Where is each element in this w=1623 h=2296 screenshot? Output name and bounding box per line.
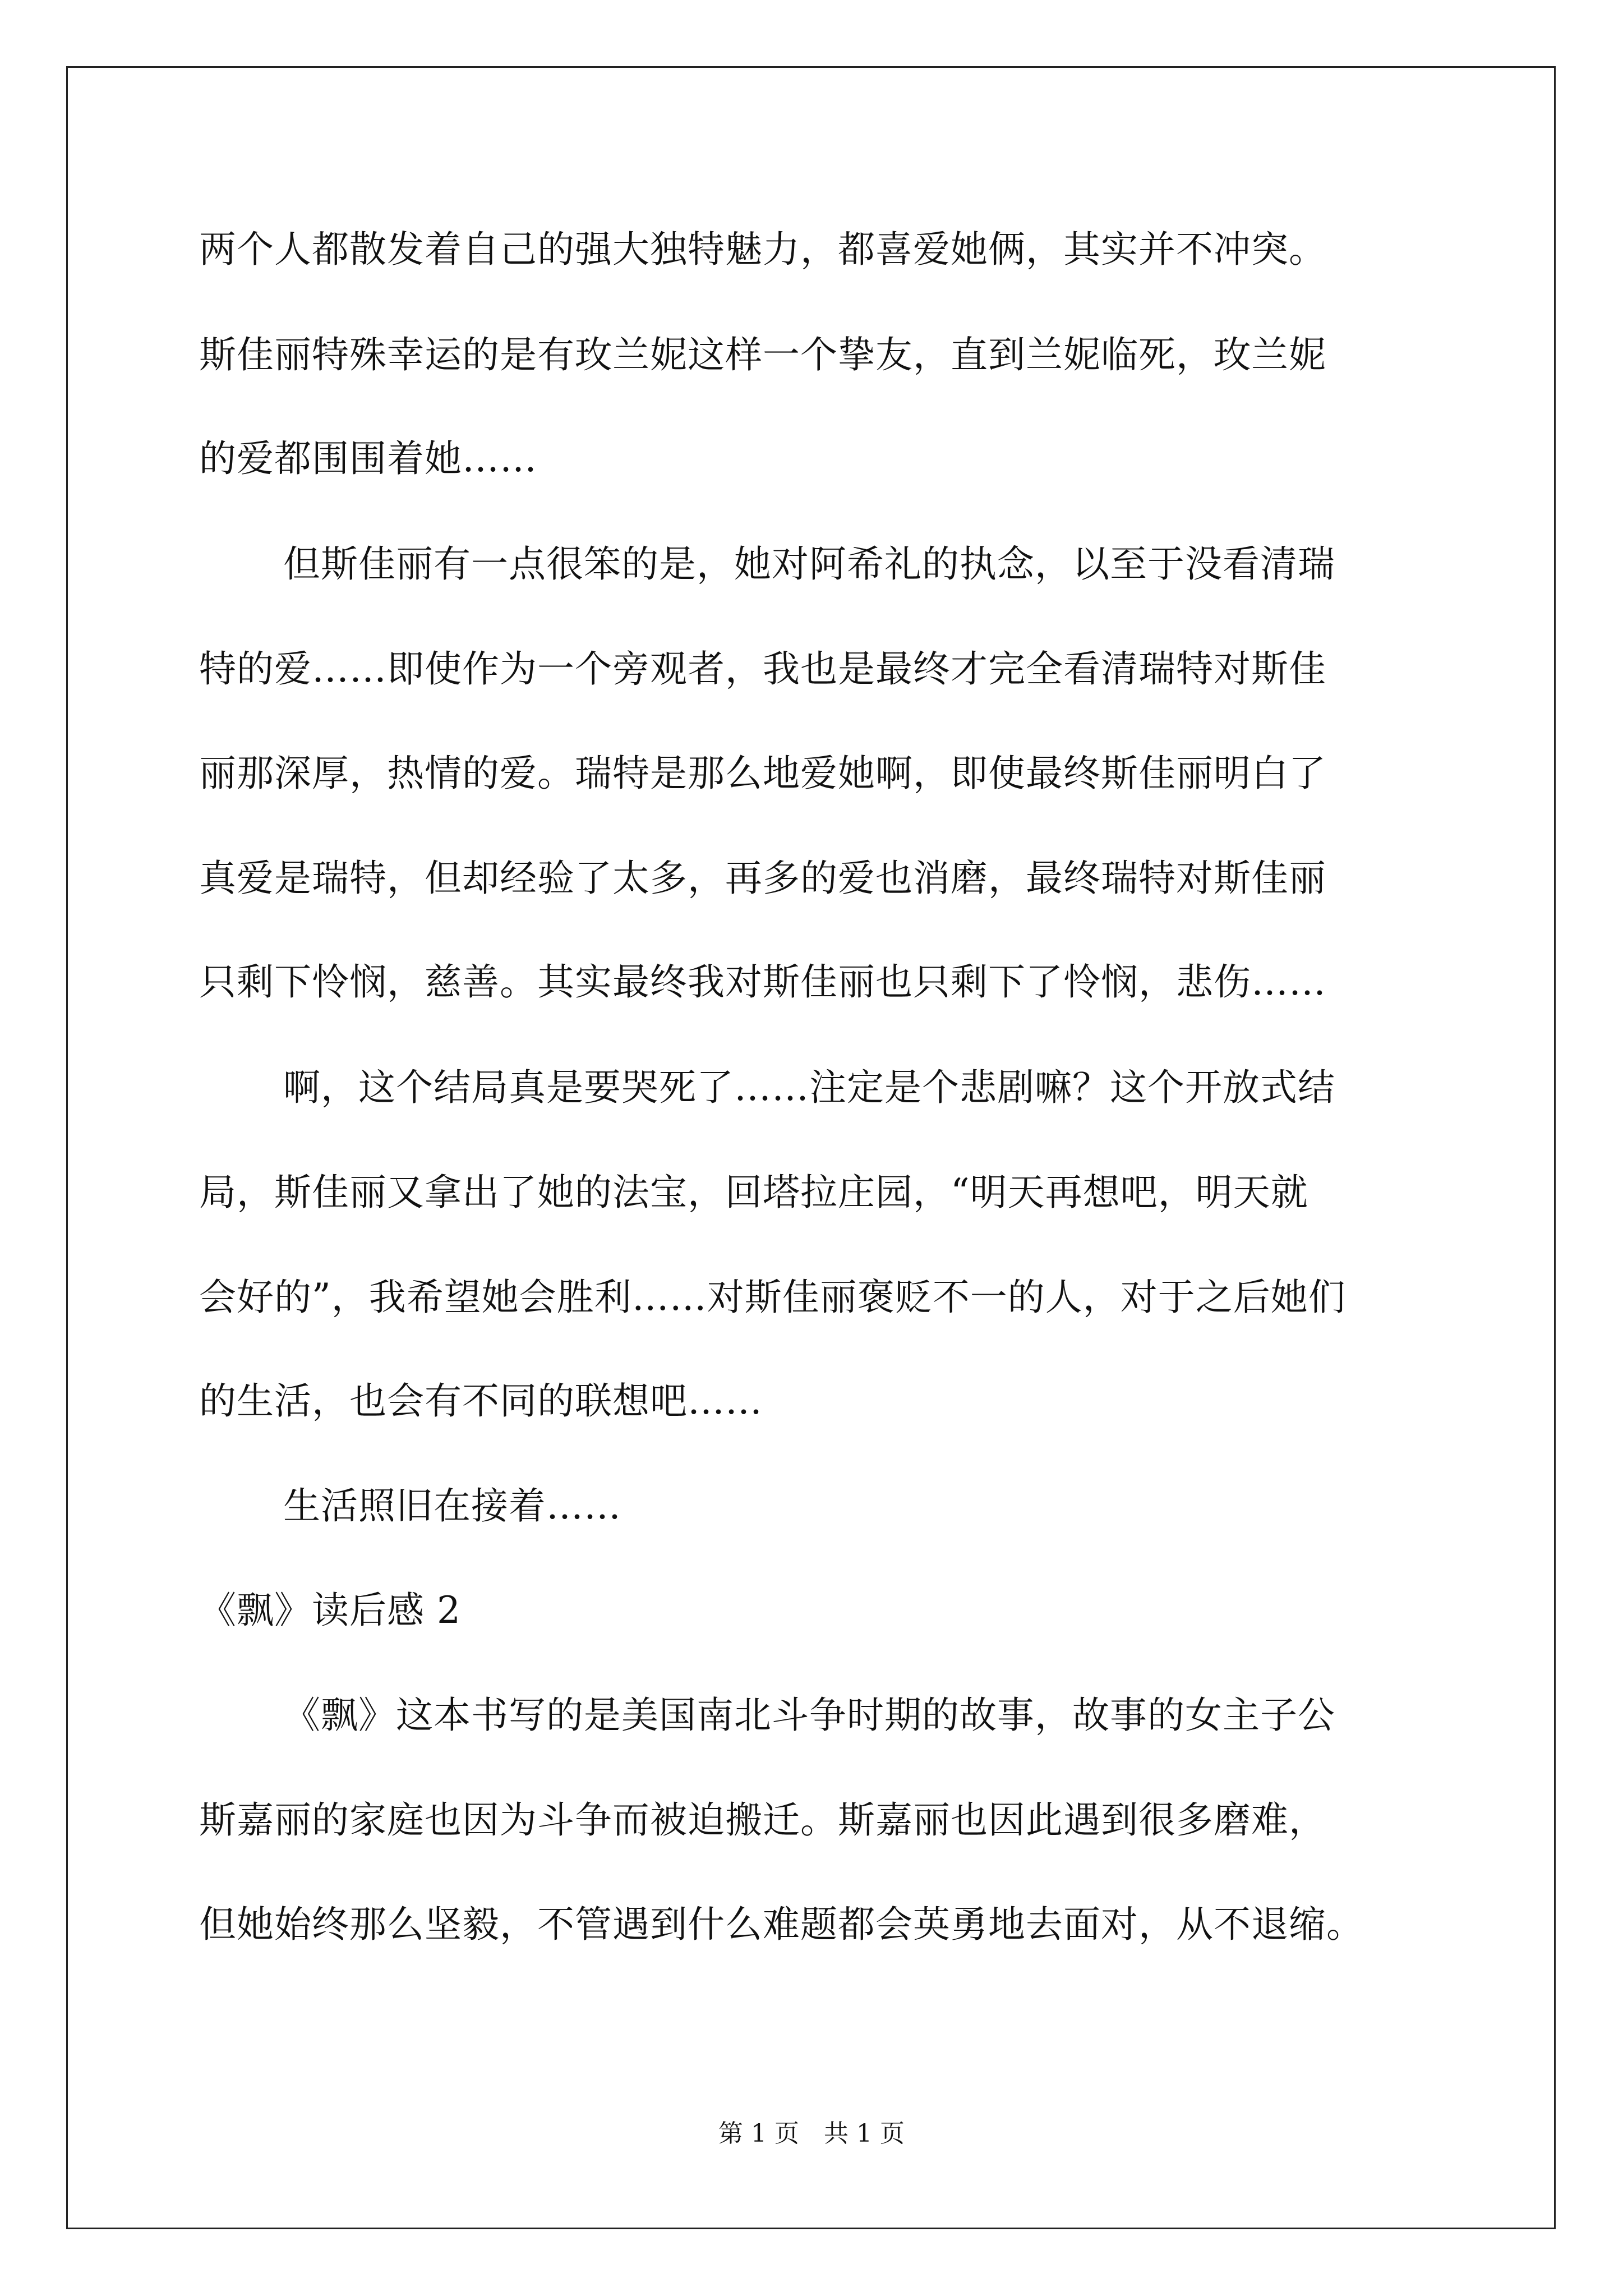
- paragraph-line: 两个人都散发着自己的强大独特魅力，都喜爱她俩，其实并不冲突。: [199, 228, 1326, 271]
- paragraph-line: 但斯佳丽有一点很笨的是，她对阿希礼的执念，以至于没看清瑞: [283, 542, 1335, 586]
- section-heading: 《飘》读后感 2: [199, 1589, 461, 1632]
- paragraph-line: 丽那深厚，热情的爱。瑞特是那么地爱她啊，即使最终斯佳丽明白了: [199, 752, 1326, 795]
- paragraph-line: 生活照旧在接着……: [283, 1484, 621, 1527]
- paragraph-line: 啊，这个结局真是要哭死了……注定是个悲剧嘛？这个开放式结: [283, 1066, 1335, 1109]
- paragraph-line: 局，斯佳丽又拿出了她的法宝，回塔拉庄园，“明天再想吧，明天就: [199, 1171, 1308, 1214]
- page-number-footer: 第 1 页 共 1 页: [718, 2119, 905, 2148]
- paragraph-line: 特的爱……即使作为一个旁观者，我也是最终才完全看清瑞特对斯佳: [199, 647, 1326, 691]
- paragraph-line: 《飘》这本书写的是美国南北斗争时期的故事，故事的女主子公: [283, 1694, 1335, 1737]
- paragraph-line: 的生活，也会有不同的联想吧……: [199, 1379, 763, 1423]
- paragraph-line: 但她始终那么坚毅，不管遇到什么难题都会英勇地去面对，从不退缩。: [199, 1903, 1364, 1946]
- paragraph-line: 的爱都围围着她……: [199, 437, 537, 480]
- paragraph-line: 真爱是瑞特，但却经验了太多，再多的爱也消磨，最终瑞特对斯佳丽: [199, 857, 1326, 900]
- paragraph-line: 斯佳丽特殊幸运的是有玫兰妮这样一个挚友，直到兰妮临死，玫兰妮: [199, 333, 1326, 376]
- paragraph-line: 会好的”，我希望她会胜利……对斯佳丽褒贬不一的人，对于之后她们: [199, 1276, 1346, 1319]
- paragraph-line: 斯嘉丽的家庭也因为斗争而被迫搬迁。斯嘉丽也因此遇到很多磨难，: [199, 1798, 1326, 1842]
- paragraph-line: 只剩下怜悯，慈善。其实最终我对斯佳丽也只剩下了怜悯，悲伤……: [199, 960, 1326, 1004]
